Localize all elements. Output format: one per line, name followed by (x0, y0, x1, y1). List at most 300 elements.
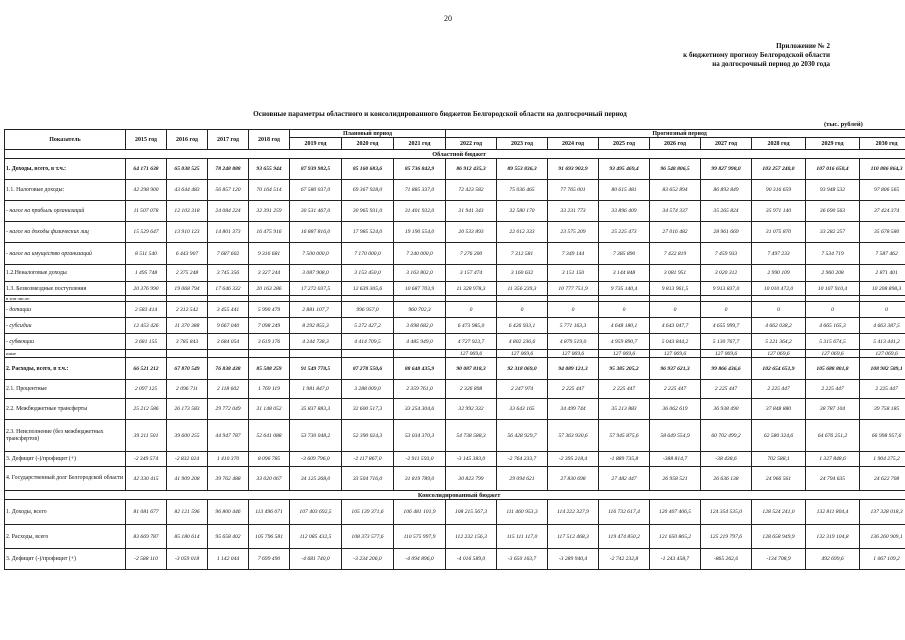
row-label: иные (5, 350, 126, 358)
value-cell: 24 966 561 (752, 467, 806, 491)
value-cell: 83 652 894 (650, 180, 701, 201)
document-title: Основные параметры областного и консолидированного бюджетов Белгородской области на долгосрочный период (253, 110, 627, 118)
value-cell: 22 012 333 (497, 222, 548, 243)
value-cell: 70 164 514 (249, 180, 290, 201)
value-cell: 0 (446, 302, 497, 318)
value-cell: 2 375 248 (167, 265, 208, 282)
value-cell: 1 067 109,2 (860, 549, 905, 570)
value-cell: 702 588,1 (752, 452, 806, 467)
value-cell: 5 130 767,7 (701, 334, 752, 350)
value-cell: 9 667 040 (208, 318, 249, 334)
value-cell: 115 111 117,0 (497, 525, 548, 549)
value-cell: 3 163 802,0 (394, 265, 446, 282)
value-cell: 93 495 469,4 (599, 159, 650, 180)
value-cell: 85 736 842,9 (394, 159, 446, 180)
row-label: - налог на имущество организаций (5, 243, 126, 265)
value-cell: 1 410 370 (208, 452, 249, 467)
row-label: 4. Государственный долг Белгородской области (5, 467, 126, 491)
value-cell: 2 225 447 (599, 380, 650, 399)
value-cell: 0 (860, 302, 905, 318)
value-cell: 110 575 997,9 (394, 525, 446, 549)
value-cell: 13 910 123 (167, 222, 208, 243)
value-cell: 52 641 088 (249, 420, 290, 452)
appendix-line-3: на долгосрочный период до 2030 года (712, 60, 830, 68)
value-cell: 64 676 251,2 (806, 420, 860, 452)
row-label: 1. Доходы, всего, в т.ч.: (5, 159, 126, 180)
value-cell: 91 549 778,5 (290, 358, 342, 380)
value-cell: 76 838 438 (208, 358, 249, 380)
row-label: 2. Расходы, всего, в т.ч.: (5, 358, 126, 380)
value-cell: 52 390 024,3 (342, 420, 394, 452)
value-cell: 53 730 048,2 (290, 420, 342, 452)
value-cell: -2 117 867,0 (342, 452, 394, 467)
regional-table-row (5, 302, 905, 318)
row-label: 2. Расходы, всего (5, 525, 126, 549)
value-cell: 39 762 488 (208, 467, 249, 491)
regional-table-row (5, 380, 905, 399)
value-cell: 1 904 275,2 (860, 452, 905, 467)
value-cell: 65 038 525 (167, 159, 208, 180)
value-cell: 10 687 703,9 (394, 282, 446, 296)
value-cell: 39 600 255 (167, 420, 208, 452)
value-cell: 30 531 467,0 (290, 201, 342, 222)
value-cell: 36 062 619 (650, 399, 701, 420)
value-cell: 96 548 806,5 (650, 159, 701, 180)
value-cell: 35 837 883,3 (290, 399, 342, 420)
value-cell: 37 424 374 (860, 201, 905, 222)
value-cell: 37 848 880 (752, 399, 806, 420)
value-cell: 132 319 104,8 (806, 525, 860, 549)
value-cell (249, 350, 290, 358)
value-cell: 16 887 816,0 (290, 222, 342, 243)
value-cell: 32 992 332 (446, 399, 497, 420)
value-cell: 31 401 932,0 (394, 201, 446, 222)
header-year-2028: 2028 год (752, 138, 806, 150)
value-cell: 26 636 138 (701, 467, 752, 491)
value-cell: 4 959 890,7 (599, 334, 650, 350)
value-cell: 960 702,3 (394, 302, 446, 318)
value-cell: 93 948 532 (806, 180, 860, 201)
value-cell (342, 350, 394, 358)
value-cell: 85 160 683,6 (342, 159, 394, 180)
value-cell: 27 482 447 (599, 467, 650, 491)
row-label: - субсидии (5, 318, 126, 334)
value-cell: 66 521 212 (126, 358, 167, 380)
row-label: - налог на доходы физических лиц (5, 222, 126, 243)
value-cell: 5 315 674,5 (806, 334, 860, 350)
value-cell: 0 (599, 302, 650, 318)
value-cell: 492 699,6 (806, 549, 860, 570)
value-cell: -3 289 940,4 (548, 549, 599, 570)
value-cell: 2 871 401 (860, 265, 905, 282)
value-cell: 106 481 101,9 (394, 500, 446, 525)
value-cell: 31 075 870 (752, 222, 806, 243)
value-cell: 7 699 490 (249, 549, 290, 570)
value-cell: 121 650 865,2 (650, 525, 701, 549)
section-regional-heading: Областной бюджет (5, 150, 905, 159)
value-cell: 117 512 468,3 (548, 525, 599, 549)
value-cell: -4 681 740,0 (290, 549, 342, 570)
value-cell: 89 553 836,3 (497, 159, 548, 180)
value-cell: 8 292 855,3 (290, 318, 342, 334)
value-cell: -388 814,7 (650, 452, 701, 467)
value-cell: 23 575 209 (548, 222, 599, 243)
value-cell: 1 142 044 (208, 549, 249, 570)
value-cell: 15 529 647 (126, 222, 167, 243)
value-cell: 105 796 581 (249, 525, 290, 549)
header-indicator: Показатель (5, 130, 126, 150)
value-cell: 33 254 304,6 (394, 399, 446, 420)
value-cell: 90 316 659 (752, 180, 806, 201)
value-cell (394, 350, 446, 358)
value-cell: 4 648 180,1 (599, 318, 650, 334)
row-label: 1. Доходы, всего (5, 500, 126, 525)
regional-table-row (5, 201, 905, 222)
value-cell: 4 485 949,0 (394, 334, 446, 350)
regional-table-row (5, 222, 905, 243)
value-cell: 4 244 738,3 (290, 334, 342, 350)
value-cell: 96 937 621,3 (650, 358, 701, 380)
value-cell: 93 655 944 (249, 159, 290, 180)
value-cell: -2 764 233,7 (497, 452, 548, 467)
value-cell: 92 318 069,0 (497, 358, 548, 380)
value-cell: 85 180 614 (167, 525, 208, 549)
value-cell: 2 097 125 (126, 380, 167, 399)
value-cell: 9 316 681 (249, 243, 290, 265)
value-cell: 85 588 259 (249, 358, 290, 380)
row-label: 1.1. Налоговые доходы: (5, 180, 126, 201)
value-cell: 30 965 931,0 (342, 201, 394, 222)
value-cell: 31 148 052 (249, 399, 290, 420)
value-cell: 53 034 370,3 (394, 420, 446, 452)
value-cell: 127 069,6 (752, 350, 806, 358)
value-cell: 127 069,6 (806, 350, 860, 358)
value-cell: 3 087 908,0 (290, 265, 342, 282)
value-cell: 114 222 327,9 (548, 500, 599, 525)
regional-table-row (5, 399, 905, 420)
value-cell: -3 609 796,0 (290, 452, 342, 467)
value-cell: 35 213 883 (599, 399, 650, 420)
row-label: - дотации (5, 302, 126, 318)
value-cell: 34 574 337 (650, 201, 701, 222)
value-cell: -134 708,9 (752, 549, 806, 570)
value-cell: 5 272 427,2 (342, 318, 394, 334)
value-cell: 11 507 078 (126, 201, 167, 222)
value-cell: 7 276 200 (446, 243, 497, 265)
value-cell: 2 326 898 (446, 380, 497, 399)
value-cell: 107 016 650,4 (806, 159, 860, 180)
value-cell: 110 886 864,3 (860, 159, 905, 180)
header-year-2019: 2019 год (290, 138, 342, 150)
value-cell: 2 225 447 (548, 380, 599, 399)
value-cell: 97 806 565 (860, 180, 905, 201)
value-cell: 6 443 907 (167, 243, 208, 265)
row-label: в том числе: (5, 296, 126, 302)
value-cell: 12 639 305,6 (342, 282, 394, 296)
value-cell: 2 960 208 (806, 265, 860, 282)
regional-table-row (5, 350, 905, 358)
value-cell: 82 121 596 (167, 500, 208, 525)
value-cell: 43 644 483 (167, 180, 208, 201)
value-cell: -2 588 110 (126, 549, 167, 570)
value-cell: 108 982 589,1 (860, 358, 905, 380)
row-label: 2.3. Неисполнение (без межбюджетных трансфертов) (5, 420, 126, 452)
value-cell: 2 118 602 (208, 380, 249, 399)
value-cell: 87 939 982,5 (290, 159, 342, 180)
value-cell: 78 248 888 (208, 159, 249, 180)
value-cell: 2 225 447 (860, 380, 905, 399)
value-cell: 67 870 549 (167, 358, 208, 380)
value-cell: -4 016 589,0 (446, 549, 497, 570)
value-cell: 7 497 233 (752, 243, 806, 265)
header-year-2017: 2017 год (208, 130, 249, 150)
value-cell: 7 534 719 (806, 243, 860, 265)
value-cell: 31 941 343 (446, 201, 497, 222)
value-cell: 94 089 121,3 (548, 358, 599, 380)
value-cell: 95 385 205,2 (599, 358, 650, 380)
value-cell: 10 777 751,9 (548, 282, 599, 296)
header-year-2021: 2021 год (394, 138, 446, 150)
value-cell: 27 016 482 (650, 222, 701, 243)
value-cell: 5 043 844,2 (650, 334, 701, 350)
value-cell: 7 349 144 (548, 243, 599, 265)
value-cell: 69 367 928,0 (342, 180, 394, 201)
value-cell (167, 350, 208, 358)
value-cell: 25 225 473 (599, 222, 650, 243)
value-cell: 27 830 698 (548, 467, 599, 491)
value-cell: 3 288 009,0 (342, 380, 394, 399)
value-cell: 112 085 432,5 (290, 525, 342, 549)
value-cell: 26 173 583 (167, 399, 208, 420)
value-cell: 33 282 257 (806, 222, 860, 243)
value-cell: 2 359 761,0 (394, 380, 446, 399)
value-cell: 127 069,6 (701, 350, 752, 358)
value-cell: 2 881 107,7 (290, 302, 342, 318)
header-year-2027: 2027 год (701, 138, 752, 150)
value-cell: 17 272 037,5 (290, 282, 342, 296)
regional-table-row (5, 467, 905, 491)
value-cell: 108 215 567,3 (446, 500, 497, 525)
value-cell: 33 896 409 (599, 201, 650, 222)
value-cell: 7 385 890 (599, 243, 650, 265)
row-label: 3. Дефицит (-)/профицит (+) (5, 452, 126, 467)
regional-table-row (5, 243, 905, 265)
consolidated-table-row (5, 549, 905, 570)
value-cell: 1 981 847,0 (290, 380, 342, 399)
value-cell: 5 771 163,3 (548, 318, 599, 334)
value-cell: 105 688 801,8 (806, 358, 860, 380)
value-cell: 4 643 047,7 (650, 318, 701, 334)
value-cell: 33 020 067 (249, 467, 290, 491)
value-cell: 7 500 000,0 (290, 243, 342, 265)
header-year-2015: 2015 год (126, 130, 167, 150)
value-cell: 4 727 923,7 (446, 334, 497, 350)
value-cell: 29 772 049 (208, 399, 249, 420)
value-cell: 32 580 170 (497, 201, 548, 222)
value-cell: 90 087 818,3 (446, 358, 497, 380)
value-cell: 120 407 406,5 (650, 500, 701, 525)
value-cell: 87 278 550,6 (342, 358, 394, 380)
value-cell: 2 225 447 (701, 380, 752, 399)
value-cell: 7 312 581 (497, 243, 548, 265)
value-cell: 64 171 638 (126, 159, 167, 180)
value-cell: 124 354 535,0 (701, 500, 752, 525)
value-cell: 96 800 446 (208, 500, 249, 525)
value-cell: 3 151 150 (548, 265, 599, 282)
value-cell: 7 170 000,0 (342, 243, 394, 265)
regional-table-row (5, 180, 905, 201)
value-cell: 3 157 474 (446, 265, 497, 282)
value-cell: 108 373 577,6 (342, 525, 394, 549)
value-cell: 128 658 949,9 (752, 525, 806, 549)
value-cell: -1 889 735,8 (599, 452, 650, 467)
value-cell: 39 211 501 (126, 420, 167, 452)
value-cell (126, 350, 167, 358)
value-cell: 95 658 402 (208, 525, 249, 549)
row-label: 1.3. Безвозмездные поступления (5, 282, 126, 296)
value-cell: -2 395 218,4 (548, 452, 599, 467)
value-cell: 28 961 669 (701, 222, 752, 243)
value-cell: 9 735 140,4 (599, 282, 650, 296)
value-cell: 88 648 435,9 (394, 358, 446, 380)
value-cell: 3 681 155 (126, 334, 167, 350)
value-cell: 3 153 450,0 (342, 265, 394, 282)
regional-table-row (5, 358, 905, 380)
value-cell: 2 225 447 (806, 380, 860, 399)
value-cell: 4 665 165,3 (806, 318, 860, 334)
value-cell: 26 958 521 (650, 467, 701, 491)
section-regional-row (5, 150, 905, 159)
appendix-line-2: к бюджетному прогнозу Белгородской области (683, 51, 830, 59)
budget-table (4, 129, 905, 570)
value-cell: 5 990 479 (249, 302, 290, 318)
value-cell: 57 363 930,6 (548, 420, 599, 452)
regional-table-row (5, 265, 905, 282)
value-cell: -4 094 896,0 (394, 549, 446, 570)
value-cell: 99 827 998,0 (701, 159, 752, 180)
value-cell: 33 231 773 (548, 201, 599, 222)
value-cell: 10 208 898,3 (860, 282, 905, 296)
section-consolidated-heading: Консолидированный бюджет (5, 491, 905, 500)
value-cell: 996 957,0 (342, 302, 394, 318)
row-label: 2.1. Процентные (5, 380, 126, 399)
appendix-line-1: Приложение № 2 (776, 42, 830, 50)
value-cell: 1 495 748 (126, 265, 167, 282)
value-cell: 17 646 332 (208, 282, 249, 296)
value-cell: 3 081 951 (650, 265, 701, 282)
value-cell: -1 243 458,7 (650, 549, 701, 570)
value-cell: 7 098 249 (249, 318, 290, 334)
value-cell: 8 096 785 (249, 452, 290, 467)
value-cell: 35 678 580 (860, 222, 905, 243)
value-cell: 127 069,6 (599, 350, 650, 358)
value-cell: -2 349 574 (126, 452, 167, 467)
value-cell: 7 422 819 (650, 243, 701, 265)
value-cell: 20 533 893 (446, 222, 497, 243)
regional-table-row (5, 282, 905, 296)
value-cell: 127 069,6 (860, 350, 905, 358)
value-cell: 132 811 804,4 (806, 500, 860, 525)
value-cell: 4 663 387,5 (860, 318, 905, 334)
value-cell: 4 414 709,5 (342, 334, 394, 350)
value-cell: 2 990 109 (752, 265, 806, 282)
consolidated-table-row (5, 500, 905, 525)
value-cell: 11 328 978,3 (446, 282, 497, 296)
regional-table-row (5, 318, 905, 334)
value-cell: 66 998 957,6 (860, 420, 905, 452)
value-cell: 36 690 563 (806, 201, 860, 222)
value-cell: 128 524 241,0 (752, 500, 806, 525)
value-cell: -2 832 024 (167, 452, 208, 467)
value-cell: 58 649 554,9 (650, 420, 701, 452)
value-cell: 9 813 961,5 (650, 282, 701, 296)
value-cell: -38 438,6 (701, 452, 752, 467)
appendix-header (640, 42, 830, 69)
value-cell: 42 330 415 (126, 467, 167, 491)
value-cell: 60 702 499,2 (701, 420, 752, 452)
value-cell: 12 453 426 (126, 318, 167, 334)
regional-table-row (5, 159, 905, 180)
row-label: 3. Дефицит (-)/профицит (+) (5, 549, 126, 570)
value-cell: 0 (650, 302, 701, 318)
value-cell: 20 163 286 (249, 282, 290, 296)
value-cell: 14 801 373 (208, 222, 249, 243)
section-consolidated-row (5, 491, 905, 500)
value-cell: 2 096 711 (167, 380, 208, 399)
value-cell: 3 619 176 (249, 334, 290, 350)
value-cell: 127 069,6 (497, 350, 548, 358)
value-cell: 32 391 259 (249, 201, 290, 222)
row-label: 2.2. Межбюджетные трансферты (5, 399, 126, 420)
value-cell: 112 232 156,3 (446, 525, 497, 549)
value-cell: 127 069,6 (548, 350, 599, 358)
value-cell: 35 265 824 (701, 201, 752, 222)
value-cell: 67 580 037,0 (290, 180, 342, 201)
value-cell: 9 913 837,0 (701, 282, 752, 296)
value-cell: 107 403 692,5 (290, 500, 342, 525)
value-cell: 33 504 716,0 (342, 467, 394, 491)
value-cell: 17 985 524,0 (342, 222, 394, 243)
value-cell: 77 765 001 (548, 180, 599, 201)
value-cell: 3 698 682,0 (394, 318, 446, 334)
value-cell: 4 655 999,7 (701, 318, 752, 334)
value-cell: 24 622 708 (860, 467, 905, 491)
value-cell: 102 654 651,9 (752, 358, 806, 380)
value-cell: 10 107 910,4 (806, 282, 860, 296)
value-cell: 116 732 617,4 (599, 500, 650, 525)
value-cell: 0 (806, 302, 860, 318)
value-cell: 2 583 414 (126, 302, 167, 318)
consolidated-table-row (5, 525, 905, 549)
value-cell: -2 911 593,0 (394, 452, 446, 467)
value-cell: 125 219 797,6 (701, 525, 752, 549)
row-label: 1.2.Неналоговые доходы (5, 265, 126, 282)
value-cell: 10 010 472,0 (752, 282, 806, 296)
value-cell: 4 879 519,0 (548, 334, 599, 350)
regional-table-row (5, 334, 905, 350)
value-cell: 0 (701, 302, 752, 318)
value-cell: 3 745 356 (208, 265, 249, 282)
value-cell: 83 669 787 (126, 525, 167, 549)
value-cell: -3 145 383,0 (446, 452, 497, 467)
header-year-2024: 2024 год (548, 138, 599, 150)
value-cell: 3 455 441 (208, 302, 249, 318)
value-cell: 81 081 677 (126, 500, 167, 525)
value-cell: 33 643 165 (497, 399, 548, 420)
value-cell: 2 225 447 (752, 380, 806, 399)
value-cell: 11 370 388 (167, 318, 208, 334)
value-cell: 3 144 848 (599, 265, 650, 282)
